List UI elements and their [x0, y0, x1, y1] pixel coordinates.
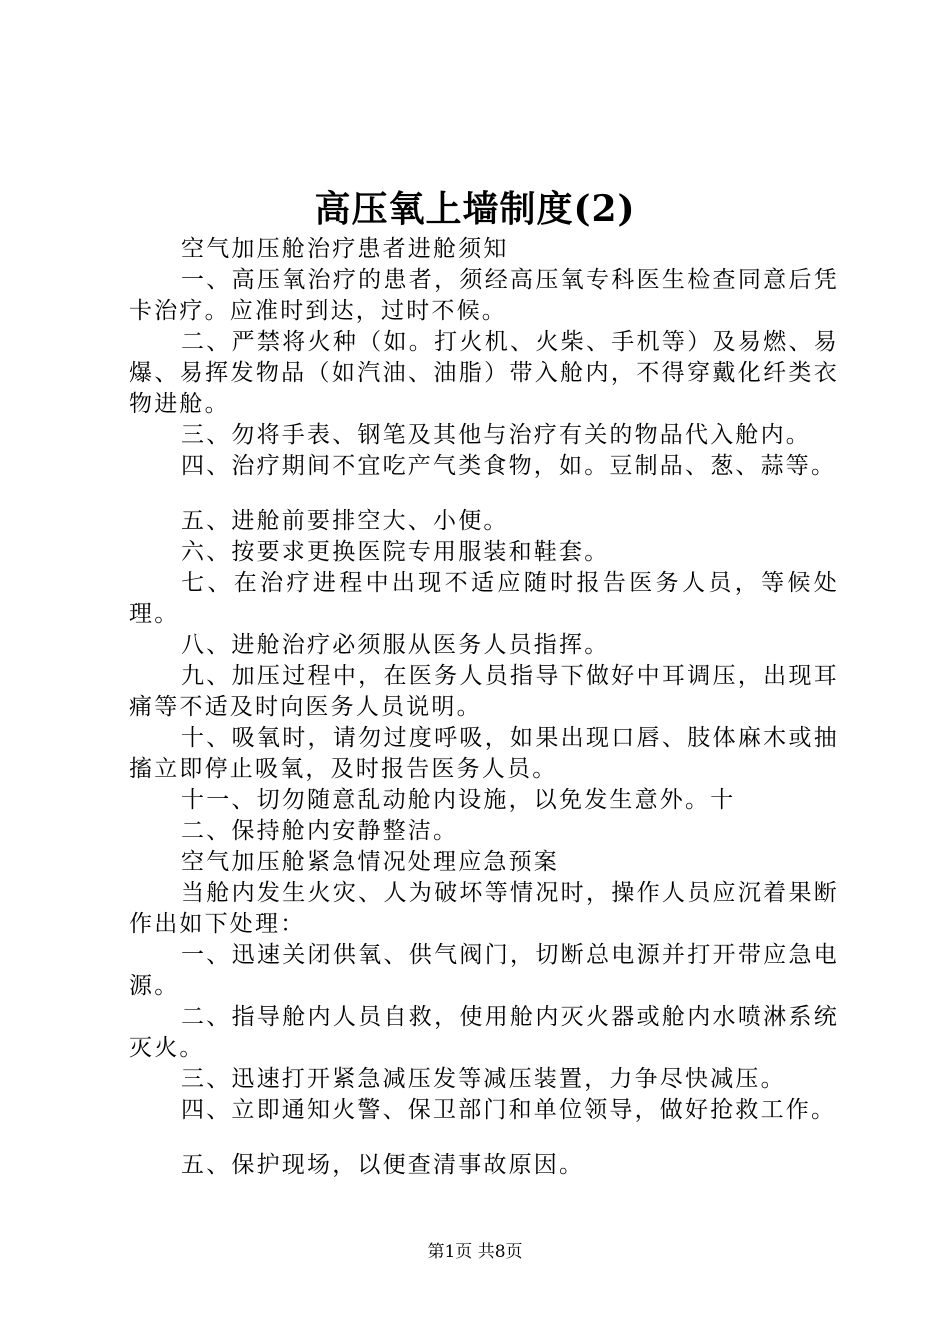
paragraph: 九、加压过程中，在医务人员指导下做好中耳调压，出现耳痛等不适及时向医务人员说明。: [129, 663, 839, 720]
paragraph: 三、迅速打开紧急减压发等减压装置，力争尽快减压。: [181, 1066, 786, 1092]
paragraph: 十、吸氧时，请勿过度呼吸，如果出现口唇、肢体麻木或抽搐立即停止吸氧，及时报告医务人员。: [129, 725, 839, 782]
paragraph: 二、保持舱内安静整洁。: [181, 818, 459, 844]
paragraph: 一、迅速关闭供氧、供气阀门，切断总电源并打开带应急电源。: [129, 942, 839, 999]
paragraph: 五、保护现场，以便查清事故原因。: [181, 1152, 585, 1178]
paragraph: 六、按要求更换医院专用服装和鞋套。: [181, 539, 610, 565]
paragraph: 三、勿将手表、钢笔及其他与治疗有关的物品代入舱内。: [181, 422, 811, 448]
paragraph: 五、进舱前要排空大、小便。: [181, 508, 509, 534]
page-footer: 第1页 共8页: [427, 1242, 523, 1262]
paragraph: 当舱内发生火灾、人为破坏等情况时，操作人员应沉着果断作出如下处理：: [129, 880, 839, 937]
paragraph: 八、进舱治疗必须服从医务人员指挥。: [181, 632, 610, 658]
paragraph: 四、立即通知火警、保卫部门和单位领导，做好抢救工作。: [181, 1097, 837, 1123]
paragraph: 二、指导舱内人员自救，使用舱内灭火器或舱内水喷淋系统灭火。: [129, 1004, 839, 1061]
paragraph: 一、高压氧治疗的患者，须经高压氧专科医生检查同意后凭卡治疗。应准时到达，过时不候。: [129, 267, 839, 324]
paragraph: 二、严禁将火种（如。打火机、火柴、手机等）及易燃、易爆、易挥发物品（如汽油、油脂）带入舱内，不得穿戴化纤类衣物进舱。: [129, 329, 839, 417]
document-body: [129, 234, 839, 1181]
section-heading-emergency: 空气加压舱紧急情况处理应急预案: [181, 849, 559, 875]
paragraph: 十一、切勿随意乱动舱内设施，以免发生意外。十: [181, 787, 736, 813]
paragraph: 七、在治疗进程中出现不适应随时报告医务人员，等候处理。: [129, 570, 839, 627]
paragraph: 四、治疗期间不宜吃产气类食物，如。豆制品、葱、蒜等。: [181, 453, 837, 479]
section-heading-notice: 空气加压舱治疗患者进舱须知: [181, 236, 509, 262]
page-title: 高压氧上墙制度(2): [314, 188, 636, 230]
